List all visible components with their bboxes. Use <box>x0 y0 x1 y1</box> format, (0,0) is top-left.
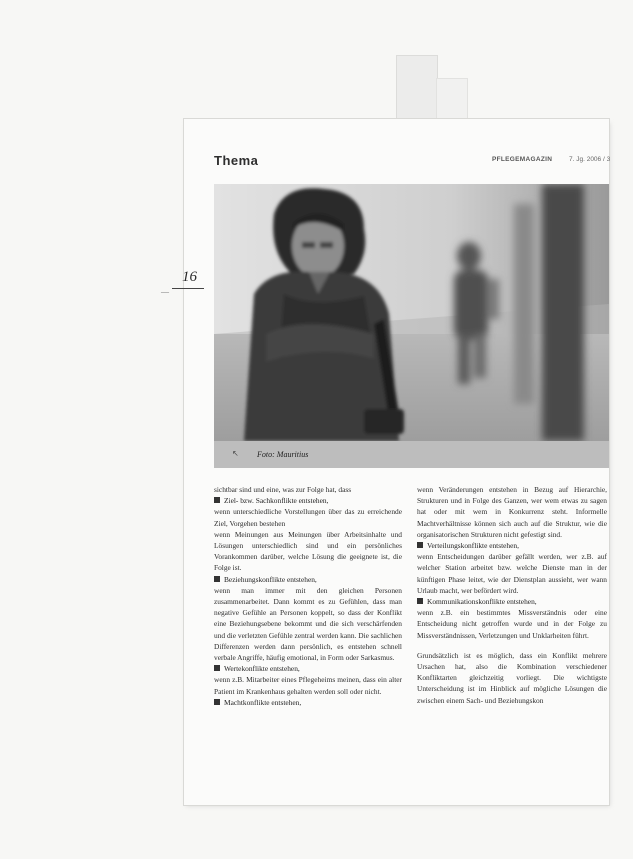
paragraph: wenn Veränderungen entstehen in Bezug auf Hierarchie, Strukturen und in Folge des Ganzen, wer wem etwas zu sagen hat oder mit wem in Konkurrenz steht. Informelle Machtverhältnisse können sich auch auf die Struktur, wie die organisatorischen Strukturen nicht gefestigt sind. <box>417 485 607 539</box>
paragraph: sichtbar sind und eine, was zur Folge hat, dass <box>214 485 352 494</box>
paragraph: wenn unterschiedliche Vorstellungen über das zu erreichende Ziel, Vorgehen bestehen <box>214 507 402 528</box>
heading-text: Verteilungskonflikte entstehen, <box>427 541 519 551</box>
page-number-rule <box>172 288 204 289</box>
bullet-square-icon <box>214 665 220 671</box>
list-heading <box>214 663 402 674</box>
list-heading <box>417 596 607 607</box>
journal-name: PFLEGEMAGAZIN <box>492 156 553 163</box>
paragraph-gap <box>417 641 607 650</box>
paragraph: wenn Meinungen aus Meinungen über Arbeitsinhalte und Lösungen unterschiedlich sind und ein persönliches Vorankommen darüber, welche Lösung die geeignete ist, die Folge ist. <box>214 529 402 573</box>
heading-text: Beziehungskonflikte entstehen, <box>224 574 317 584</box>
paragraph: wenn Entscheidungen darüber gefällt werden, wer z.B. auf welcher Station arbeitet bzw. welche Dienste man in der künftigen Phase leitet, wie der Dienstplan aussieht, wer wann Urlaub macht, wer befördert wird. <box>417 552 607 595</box>
bullet-square-icon <box>214 497 220 503</box>
heading-text: Machtkonflikte entstehen, <box>224 697 302 707</box>
bullet-square-icon <box>214 576 220 582</box>
list-heading <box>214 495 402 506</box>
list-heading <box>417 540 607 551</box>
caption-marker-icon: ↖ <box>232 449 239 458</box>
bullet-square-icon <box>214 699 220 705</box>
list-heading <box>214 697 402 708</box>
margin-tick: — <box>161 287 169 296</box>
photo-illustration <box>214 184 609 441</box>
bullet-square-icon <box>417 542 423 548</box>
paragraph: wenn z.B. Mitarbeiter eines Pflegeheims meinen, dass ein alter Patient im Krankenhaus gehalten werden soll oder nicht. <box>214 675 402 696</box>
issue-number: 7. Jg. 2006 / 3 <box>569 156 611 163</box>
article-photo <box>214 184 609 441</box>
photo-caption: Foto: Mauritius <box>257 450 309 459</box>
paragraph: Grundsätzlich ist es möglich, dass ein Konflikt mehrere Ursachen hat, also die Kombination verschiedener Konfliktarten gleichzeitig vorliegt. Die wichtigste Unterscheidung ist im Hinblick auf mögliche Lösungen die zwischen einem Sach- und Beziehungskon <box>417 650 607 705</box>
heading-text: Ziel- bzw. Sachkonflikte entstehen, <box>224 496 329 506</box>
left-text-column <box>214 484 402 708</box>
paragraph: wenn z.B. ein bestimmtes Missverständnis oder eine Entscheidung nicht getroffen wurde und in der Folge zu Missverständnissen, Verletzungen und Unklarheiten führt. <box>417 608 607 640</box>
heading-text: Wertekonflikte entstehen, <box>224 664 300 674</box>
page-number: 16 <box>182 269 197 285</box>
heading-text: Kommunikationskonflikte entstehen, <box>427 597 537 607</box>
paragraph: wenn man immer mit den gleichen Personen zusammenarbeitet. Dann kommt es zu Gefühlen, dass man negative Gefühle an Personen koppelt, so dass der Konflikt eine Beziehungsebene bekommt und die sich verschärfenden und die verletzten Gefühle zentral werden kann. Die sachlichen Differenzen werden dann persönlich, es entstehen schnell verbale Angriffe, häufig emotional, in Form oder Sarkasmus. <box>214 585 402 663</box>
right-text-column <box>417 484 607 706</box>
bullet-square-icon <box>417 598 423 604</box>
section-title: Thema <box>214 153 259 168</box>
list-heading <box>214 574 402 585</box>
